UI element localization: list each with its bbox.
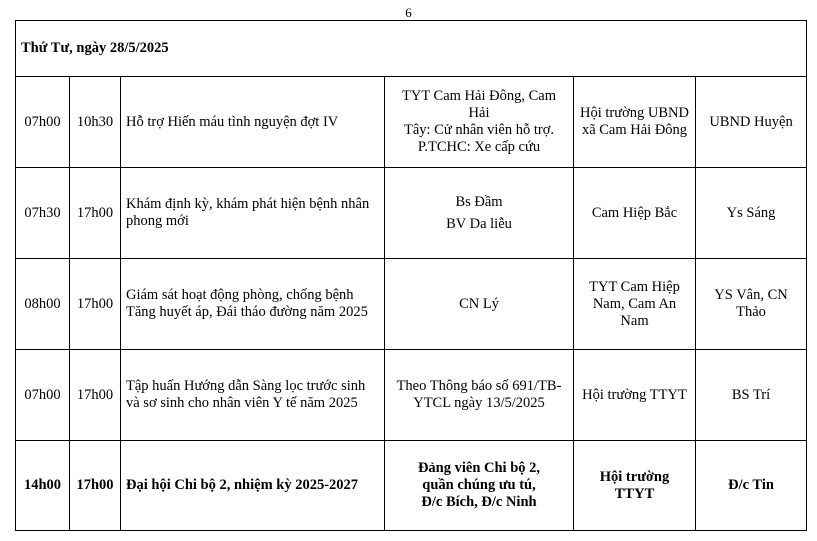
page-number: 6 — [405, 5, 412, 20]
assigned-line: P.TCHC: Xe cấp cứu — [417, 139, 541, 155]
place-line: TYT Cam Hiệp — [589, 278, 680, 295]
start-time: 07h30 — [16, 168, 70, 259]
host-cell — [696, 168, 807, 259]
place-line: Hội trường TTYT — [599, 468, 670, 502]
assigned-line: YTCL ngày 13/5/2025 — [413, 395, 545, 411]
host-cell — [696, 350, 807, 441]
table-row — [16, 77, 807, 168]
assigned-line: Bs Đầm — [455, 193, 503, 210]
event-content: Giám sát hoạt động phòng, chống bệnh Tăng huyết áp, Đái tháo đường năm 2025 — [121, 259, 385, 350]
place-line: Nam, Cam An — [592, 295, 677, 312]
assigned-cell — [385, 259, 574, 350]
end-time: 17h00 — [70, 441, 121, 531]
table-row — [16, 350, 807, 441]
host-line: Ys Sáng — [726, 204, 776, 221]
assigned-line: TYT Cam Hải Đông, Cam Hải — [402, 88, 556, 121]
assigned-line: Đảng viên Chi bộ 2, — [417, 460, 541, 476]
assigned-line: BV Da liễu — [446, 215, 512, 232]
table-row — [16, 441, 807, 531]
assigned-line: Theo Thông báo số 691/TB- — [396, 378, 562, 394]
place-line: Hội trường UBND — [580, 105, 689, 121]
place-line: Cam Hiệp Bắc — [591, 204, 678, 221]
assigned-line: Đ/c Bích, Đ/c Ninh — [421, 494, 537, 510]
host-line: YS Vân, CN — [714, 287, 788, 303]
place-line: Hội trường TTYT — [582, 386, 687, 403]
place-cell — [574, 259, 696, 350]
assigned-cell — [385, 168, 574, 259]
table-row — [16, 259, 807, 350]
start-time: 07h00 — [16, 350, 70, 441]
start-time: 08h00 — [16, 259, 70, 350]
place-cell — [574, 168, 696, 259]
host-line: Đ/c Tin — [728, 477, 774, 493]
assigned-cell — [385, 350, 574, 441]
end-time: 17h00 — [70, 350, 121, 441]
place-cell — [574, 350, 696, 441]
place-cell — [574, 77, 696, 168]
assigned-cell — [385, 77, 574, 168]
event-content: Tập huấn Hướng dẫn Sàng lọc trước sinh và sơ sinh cho nhân viên Y tế năm 2025 — [121, 350, 385, 441]
host-cell — [696, 77, 807, 168]
host-line: UBND Huyện — [709, 113, 793, 130]
event-content: Hỗ trợ Hiến máu tình nguyện đợt IV — [121, 77, 385, 168]
host-cell — [696, 441, 807, 531]
host-line: BS Trí — [731, 386, 771, 403]
place-cell — [574, 441, 696, 531]
event-content: Đại hội Chi bộ 2, nhiệm kỳ 2025-2027 — [121, 441, 385, 531]
assigned-line: Tây: Cử nhân viên hỗ trợ. — [403, 122, 555, 138]
start-time: 14h00 — [16, 441, 70, 531]
assigned-cell — [385, 441, 574, 531]
table-row — [16, 168, 807, 259]
assigned-line: quần chúng ưu tú, — [422, 477, 536, 493]
place-line: xã Cam Hải Đông — [581, 122, 688, 138]
end-time: 10h30 — [70, 77, 121, 168]
schedule-table — [15, 20, 807, 531]
host-cell — [696, 259, 807, 350]
event-content: Khám định kỳ, khám phát hiện bệnh nhân phong mới — [121, 168, 385, 259]
day-header: Thứ Tư, ngày 28/5/2025 — [16, 21, 807, 77]
host-line: Thảo — [736, 304, 766, 320]
end-time: 17h00 — [70, 168, 121, 259]
start-time: 07h00 — [16, 77, 70, 168]
place-line: Nam — [620, 312, 649, 329]
day-header-row — [16, 21, 807, 77]
end-time: 17h00 — [70, 259, 121, 350]
assigned-line: CN Lý — [459, 295, 499, 312]
